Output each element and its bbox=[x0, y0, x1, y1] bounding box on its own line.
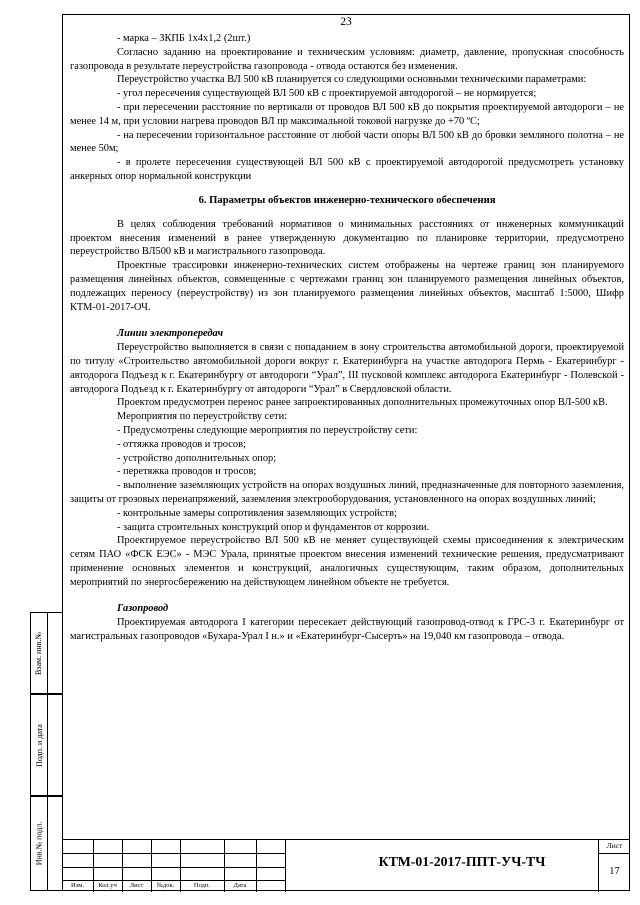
intro-block bbox=[70, 32, 624, 184]
paragraph: Проектные трассировки инженерно-технических систем отображены на чертеже границ зон планируемого размещения линейных объектов, совмещенные с чертежами границ зон планируемого размещения линейных объектов, подлежащих переносу (переустройству) из зон планируемого размещения линейных объектов, масштаб 1:5000, Шифр КТМ-01-2017-ОЧ. bbox=[70, 260, 624, 313]
side-strip-signature bbox=[30, 694, 63, 796]
paragraph: - при пересечении расстояние по вертикали от проводов ВЛ 500 кВ до покрытия проектируемой автодороги – не менее 14 м, при условии нагрева проводов ВЛ пр максимальной токовой нагрузке до +70 ºС; bbox=[70, 101, 624, 127]
power-lines-block bbox=[70, 341, 624, 589]
paragraph: Проектом предусмотрен перенос ранее запроектированных дополнительных промежуточных опор ВЛ-500 кВ. bbox=[117, 397, 608, 409]
paragraph: В целях соблюдения требований нормативов о минимальных расстояниях от инженерных коммуникаций проектом внесения изменений в ранее утвержденную документацию по планировке территории, предусмотрено переустройство ВЛ500 кВ и магистрального газопровода. bbox=[70, 218, 624, 258]
paragraph: Переустройство выполняется в связи с попаданием в зону строительства автомобильной дороги, проектируемой по титулу «Строительство автомобильной дороги вокруг г. Екатеринбурга на участке автодорога Пермь - Екатеринбург - автодорога Подъезд к г. Екатеринбургу от автодороги “Урал”, III пусковой комплекс автодорога Екатеринбург - Полевской - автодорога Подъезд к г. Екатеринбургу от автодороги “Урал” в Свердловской области. bbox=[70, 342, 624, 395]
stamp-header: №док. bbox=[156, 882, 175, 889]
paragraph: Согласно заданию на проектирование и техническим условиям: диаметр, давление, пропускная способность газопровода в результате переустройства газопровода - отвода остаются без изменения. bbox=[70, 46, 624, 72]
paragraph: - оттяжка проводов и тросов; bbox=[117, 438, 246, 450]
side-strip-inventory bbox=[30, 796, 63, 891]
paragraph: Мероприятия по переустройству сети: bbox=[117, 411, 288, 423]
side-label: Инв.№ подл. bbox=[34, 821, 44, 866]
paragraph: Проектируемая автодорога I категории пересекает действующий газопровод-отвод к ГРС-3 г. Екатеринбург от магистральных газопроводов «Бухара-Урал I н.» и «Екатеринбург-Сысерть» на 19,040 км газопровода – отвода. bbox=[70, 617, 624, 643]
paragraph: - марка – ЗКПБ 1х4х1,2 (2шт.) bbox=[117, 33, 251, 44]
sheet-label: Лист bbox=[606, 841, 623, 850]
document-body bbox=[70, 32, 624, 840]
stamp-header: Подп. bbox=[193, 882, 211, 889]
subtitle-power-lines: Линии электропередач bbox=[117, 328, 224, 340]
paragraph: - устройство дополнительных опор; bbox=[117, 452, 277, 464]
paragraph: - угол пересечения существующей ВЛ 500 кВ с проектируемой автодорогой – не нормируется; bbox=[117, 88, 537, 100]
document-code: КТМ-01-2017-ППТ-УЧ-ТЧ bbox=[378, 854, 546, 869]
title-block bbox=[62, 839, 630, 892]
paragraph: Проектируемое переустройство ВЛ 500 кВ не меняет существующей схемы присоединения к электрическим сетям ПАО «ФСК ЕЭС» - МЭС Урала, принятые проектом внесения изменений технические решения, предусматривают применение основных элементов и конструкций, аналогичных существующим, таким образом, дополнительных мероприятий по энергосбережению на действующем линейном объекте не требуется. bbox=[70, 535, 624, 588]
paragraph: - Предусмотрены следующие мероприятия по переустройству сети: bbox=[117, 424, 418, 436]
gas-pipeline-block bbox=[70, 616, 624, 644]
side-label: Подп. и дата bbox=[34, 723, 44, 767]
stamp-header: Кол.уч bbox=[98, 882, 117, 889]
side-strip-replacement bbox=[30, 612, 63, 694]
side-label: Взам. инв.№ bbox=[34, 631, 44, 675]
subtitle-gas-pipeline: Газопровод bbox=[117, 603, 169, 615]
paragraph: - в пролете пересечения существующей ВЛ 500 кВ с проектируемой автодорогой предусмотреть установку анкерных опор нормальной конструкции bbox=[70, 157, 624, 182]
stamp-header: Дата bbox=[233, 882, 247, 889]
paragraph: - защита строительных конструкций опор и фундаментов от коррозии. bbox=[117, 521, 430, 533]
paragraph: - контрольные замеры сопротивления заземляющих устройств; bbox=[117, 507, 397, 519]
stamp-header: Лист bbox=[129, 882, 144, 889]
paragraph: - на пересечении горизонтальное расстояние от любой части опоры ВЛ 500 кВ до бровки земляного полотна – не менее 50м; bbox=[70, 129, 624, 155]
section-title: 6. Параметры объектов инженерно-технического обеспечения bbox=[198, 194, 496, 206]
page-number-top: 23 bbox=[340, 16, 352, 28]
paragraph: - перетяжка проводов и тросов; bbox=[117, 466, 257, 478]
paragraph: - выполнение заземляющих устройств на опорах воздушных линий, предназначенные для повторного заземления, защиты от грозовых перенапряжений, заземления электрооборудования, установленного на опорах воздушных линий; bbox=[70, 480, 624, 505]
stamp-header: Изм. bbox=[71, 882, 84, 889]
sheet-number: 17 bbox=[609, 866, 620, 877]
section-intro-block bbox=[70, 218, 624, 315]
paragraph: Переустройство участка ВЛ 500 кВ планируется со следующими основными техническими параметрами: bbox=[117, 74, 587, 86]
